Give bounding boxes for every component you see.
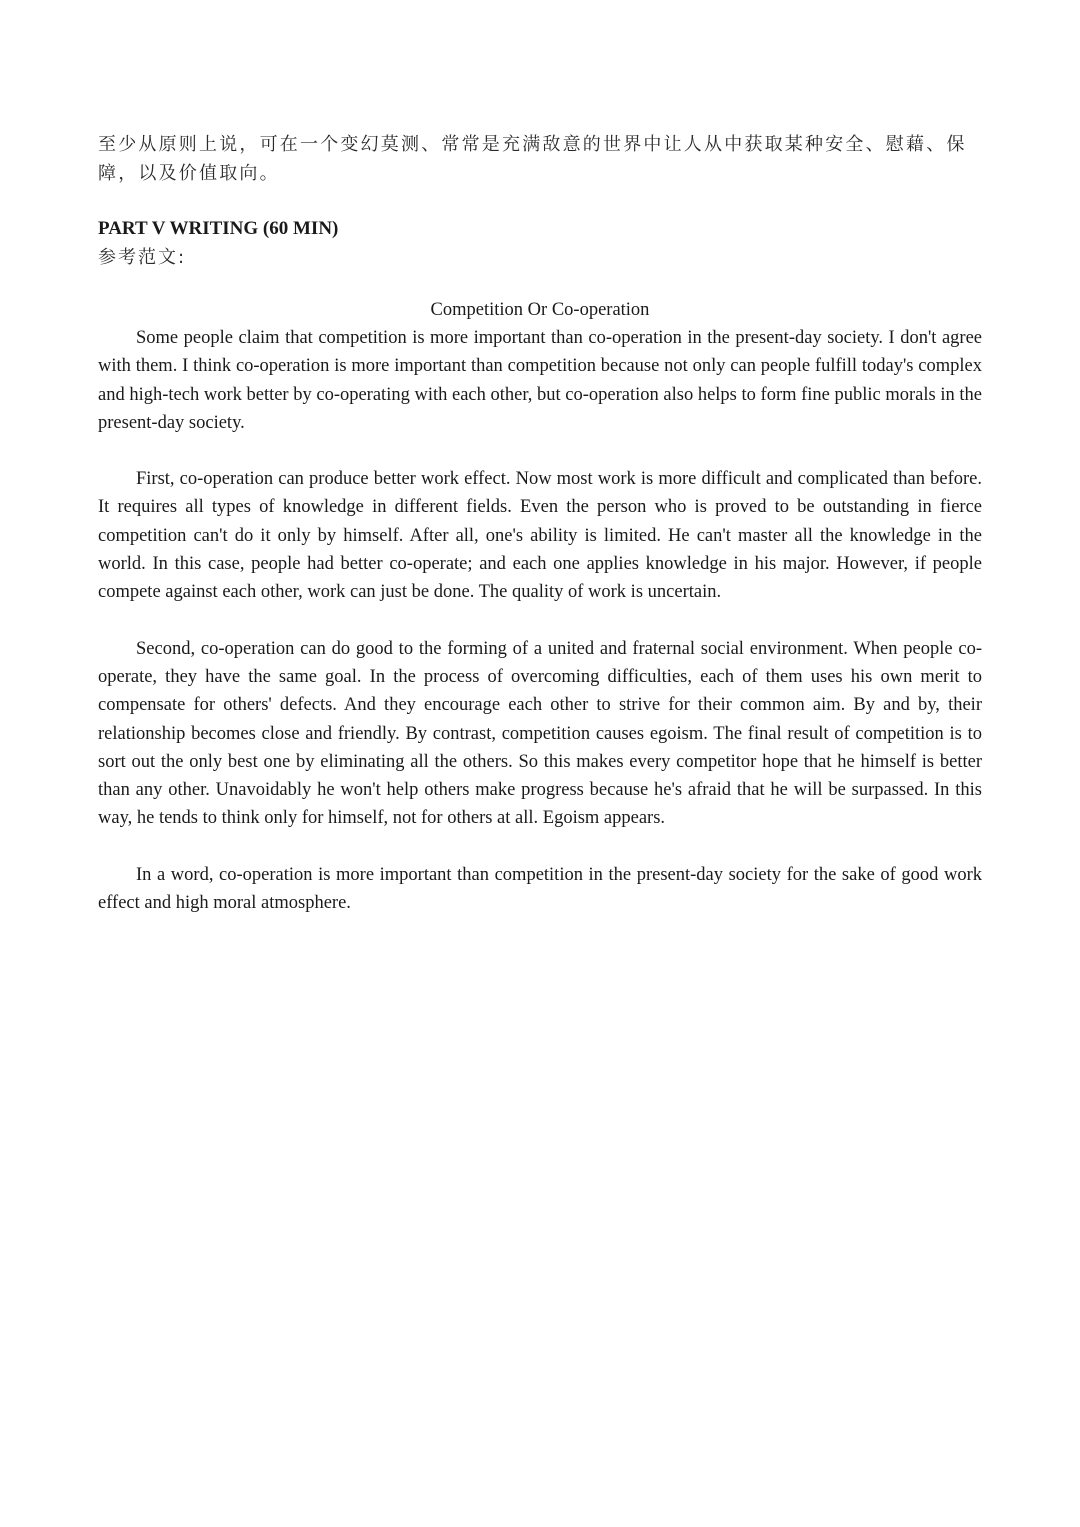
essay-paragraph-3: Second, co-operation can do good to the forming of a united and fraternal social environment. When people co-operate, they have the same goal. In the process of overcoming difficulties, each of them uses his own merit to compensate for others' defects. And they encourage each other to strive for their common aim. By and by, their relationship becomes close and friendly. By contrast, competition causes egoism. The final result of competition is to sort out the only best one by eliminating all the others. So this makes every competitor hope that he himself is better than any other. Unavoidably he won't help others make progress because he's afraid that he will be surpassed. In this way, he tends to think only for himself, not for others at all. Egoism appears. <box>98 638 982 829</box>
document-page <box>98 130 982 945</box>
essay-paragraph-1: Some people claim that competition is more important than co-operation in the present-day society. I don't agree with them. I think co-operation is more important than competition because not only can people fulfill today's complex and high-tech work better by co-operating with each other, but co-operation also helps to form fine public morals in the present-day society. <box>98 328 982 433</box>
chinese-intro-text: 至少从原则上说，可在一个变幻莫测、常常是充满敌意的世界中让人从中获取某种安全、慰藉、保障，以及价值取向。 <box>98 134 967 184</box>
reference-essay-label: 参考范文: <box>98 247 187 268</box>
essay-title: Competition Or Co-operation <box>430 300 650 320</box>
essay-paragraph-4: In a word, co-operation is more important than competition in the present-day society for the sake of good work effect and high moral atmosphere. <box>98 864 982 914</box>
section-heading: PART V WRITING (60 MIN) <box>98 218 339 239</box>
essay-paragraph-2: First, co-operation can produce better work effect. Now most work is more difficult and complicated than before. It requires all types of knowledge in different fields. Even the person who is proved to be outstanding in fierce competition can't do it only by himself. After all, one's ability is limited. He can't master all the knowledge in the world. In this case, people had better co-operate; and each one applies knowledge in his major. However, if people compete against each other, work can just be done. The quality of work is uncertain. <box>98 469 982 603</box>
